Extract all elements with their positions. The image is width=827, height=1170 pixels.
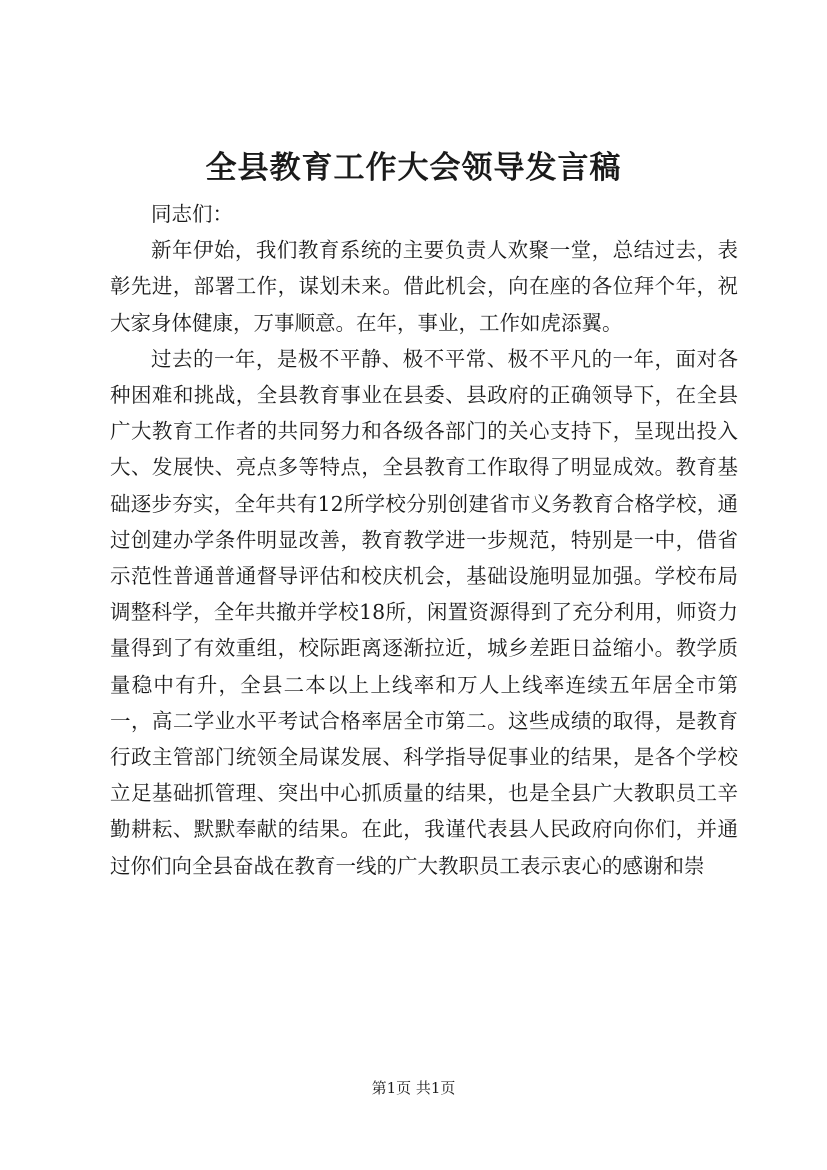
page-number-footer: 第1页 共1页 [371, 1079, 456, 1097]
paragraph-1: 新年伊始，我们教育系统的主要负责人欢聚一堂，总结过去，表彰先进，部署工作，谋划未来。借此机会，向在座的各位拜个年，祝大家身体健康，万事顺意。在年，事业，工作如虎添翼。 [110, 238, 738, 335]
document-body [110, 196, 738, 884]
paragraph-2: 过去的一年，是极不平静、极不平常、极不平凡的一年，面对各种困难和挑战，全县教育事业在县委、县政府的正确领导下，在全县广大教育工作者的共同努力和各级各部门的关心支持下，呈现出投入大、发展快、亮点多等特点，全县教育工作取得了明显成效。教育基础逐步夯实，全年共有12所学校分别创建省市义务教育合格学校，通过创建办学条件明显改善，教育教学进一步规范，特别是一中，借省示范性普通普通督导评估和校庆机会，基础设施明显加强。学校布局调整科学，全年共撤并学校18所，闲置资源得到了充分利用，师资力量得到了有效重组，校际距离逐渐拉近，城乡差距日益缩小。教学质量稳中有升，全县二本以上上线率和万人上线率连续五年居全市第一，高二学业水平考试合格率居全市第二。这些成绩的取得，是教育行政主管部门统领全局谋发展、科学指导促事业的结果，是各个学校立足基础抓管理、突出中心抓质量的结果，也是全县广大教职员工辛勤耕耘、默默奉献的结果。在此，我谨代表县人民政府向你们，并通过你们向全县奋战在教育一线的广大教职员工表示衷心的感谢和崇 [110, 346, 738, 878]
page-title: 全县教育工作大会领导发言稿 [205, 150, 622, 186]
salutation: 同志们： [151, 202, 233, 226]
